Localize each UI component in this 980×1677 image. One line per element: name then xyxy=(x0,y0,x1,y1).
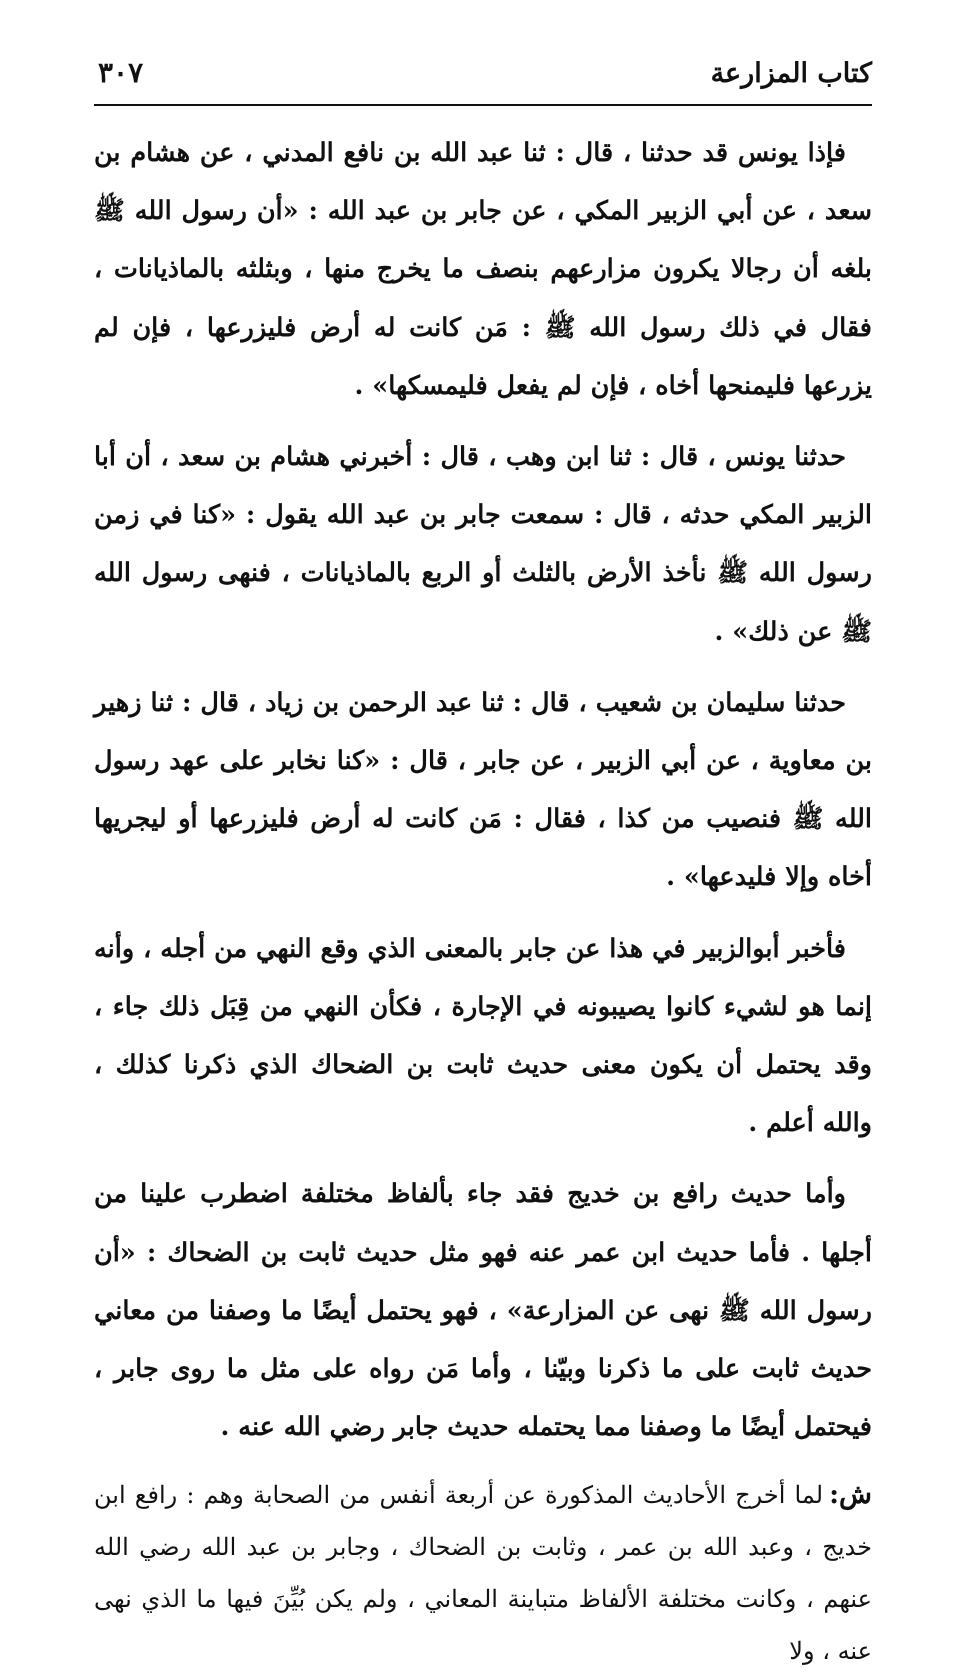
paragraph: وأما حديث رافع بن خديج فقد جاء بألفاظ مختلفة اضطرب علينا من أجلها . فأما حديث ابن عمر عنه فهو مثل حديث ثابت بن الضحاك : «أن رسول الله ﷺ نهى عن المزارعة» ، فهو يحتمل أيضًا ما وصفنا من معاني حديث ثابت على ما ذكرنا وبيّنا ، وأما مَن رواه على مثل ما روى جابر ، فيحتمل أيضًا ما وصفنا مما يحتمله حديث جابر رضي الله عنه . xyxy=(94,1179,872,1443)
page-body xyxy=(94,124,872,1677)
running-header xyxy=(94,52,872,106)
book-title: كتاب المزارعة xyxy=(710,58,872,89)
paragraph: حدثنا سليمان بن شعيب ، قال : ثنا عبد الرحمن بن زياد ، قال : ثنا زهير بن معاوية ، عن أبي الزبير ، عن جابر ، قال : «كنا نخابر على عهد رسول الله ﷺ فنصيب من كذا ، فقال : مَن كانت له أرض فليزرعها أو ليجريها أخاه وإلا فليدعها» . xyxy=(94,687,872,893)
page-number: ٣٠٧ xyxy=(98,56,144,89)
paragraph: فأخبر أبوالزبير في هذا عن جابر بالمعنى الذي وقع النهي من أجله ، وأنه إنما هو لشيء كانوا يصيبونه في الإجارة ، فكأن النهي من قِبَل ذلك جاء ، وقد يحتمل أن يكون معنى حديث ثابت بن الضحاك الذي ذكرنا كذلك ، والله أعلم . xyxy=(94,933,872,1139)
commentary-paragraph xyxy=(94,1469,872,1677)
paragraph: فإذا يونس قد حدثنا ، قال : ثنا عبد الله بن نافع المدني ، عن هشام بن سعد ، عن أبي الزبير المكي ، عن جابر بن عبد الله : «أن رسول الله ﷺ بلغه أن رجالا يكرون مزارعهم بنصف ما يخرج منها ، وبثلثه بالماذيانات ، فقال في ذلك رسول الله ﷺ : مَن كانت له أرض فليزرعها ، فإن لم يزرعها فليمنحها أخاه ، فإن لم يفعل فليمسكها» . xyxy=(94,138,872,401)
paragraph: حدثنا يونس ، قال : ثنا ابن وهب ، قال : أخبرني هشام بن سعد ، أن أبا الزبير المكي حدثه ، قال : سمعت جابر بن عبد الله يقول : «كنا في زمن رسول الله ﷺ نأخذ الأرض بالثلث أو الربع بالماذيانات ، فنهى رسول الله ﷺ عن ذلك» . xyxy=(94,442,872,647)
commentary-text: لما أخرج الأحاديث المذكورة عن أربعة أنفس من الصحابة وهم : رافع ابن خديج ، وعبد الله بن عمر ، وثابت بن الضحاك ، وجابر بن عبد الله رضي الله عنهم ، وكانت مختلفة الألفاظ متباينة المعاني ، ولم يكن بُيِّنَ فيها ما الذي نهى عنه ، ولا xyxy=(94,1481,872,1666)
commentary-marker: ش: xyxy=(829,1479,872,1511)
document-page xyxy=(94,52,872,1666)
